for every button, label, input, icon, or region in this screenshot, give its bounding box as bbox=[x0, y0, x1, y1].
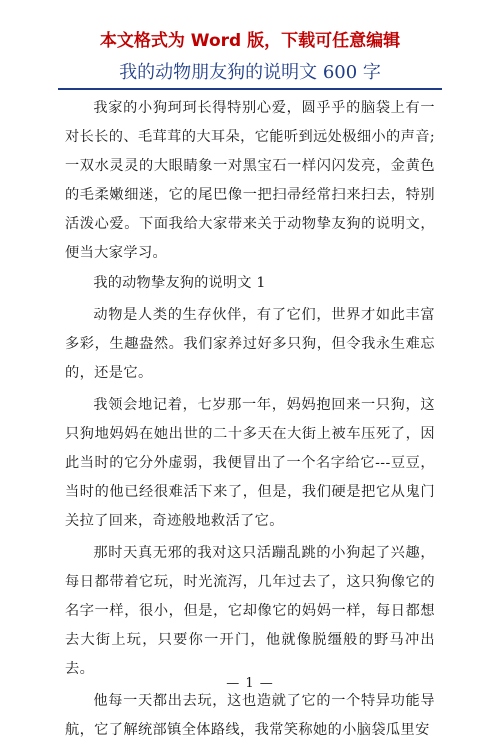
section-heading: 我的动物挚友狗的说明文 1 bbox=[93, 275, 266, 291]
paragraph-4: 他每一天都出去玩，这也造就了它的一个特异功能导航，它了解统部镇全体路线，我常笑称她的小脑袋瓜里安 bbox=[65, 693, 435, 738]
paragraph-1: 动物是人类的生存伙伴，有了它们，世界才如此丰富多彩，生趣盎然。我们家养过好多只狗，但令我永生难忘的，还是它。 bbox=[65, 307, 435, 381]
document-title: 我的动物朋友狗的说明文 600 字 bbox=[119, 62, 381, 83]
document-body bbox=[65, 94, 435, 745]
title-underline bbox=[58, 88, 442, 90]
paragraph-intro: 我家的小狗珂珂长得特别心爱，圆乎乎的脑袋上有一对长长的、毛茸茸的大耳朵，它能听到远处极细小的声音;一双水灵灵的大眼睛象一对黑宝石一样闪闪发亮，金黄色的毛柔嫩细迷，它的尾巴像一把扫帚经常扫来扫去，特别活泼心爱。下面我给大家带来关于动物挚友狗的说明文，便当大家学习。 bbox=[65, 100, 435, 261]
paragraph-3: 那时天真无邪的我对这只活蹦乱跳的小狗起了兴趣，每日都带着它玩，时光流泻，几年过去了，这只狗像它的名字一样，很小，但是，它却像它的妈妈一样，每日都想去大街上玩，只要你一开门，他就像脱缰般的野马冲出去。 bbox=[65, 545, 435, 677]
paragraph-2: 我领会地记着，七岁那一年，妈妈抱回来一只狗，这只狗地妈妈在她出世的二十多天在大街上被车压死了，因此当时的它分外虚弱，我便冒出了一个名字给它---豆豆，当时的他已经很难活下来了，但是，我们硬是把它从鬼门关拉了回来，奇迹般地救活了它。 bbox=[65, 397, 435, 529]
page-number: — 1 — bbox=[226, 676, 274, 691]
word-format-banner: 本文格式为 Word 版，下载可任意编辑 bbox=[99, 31, 401, 51]
